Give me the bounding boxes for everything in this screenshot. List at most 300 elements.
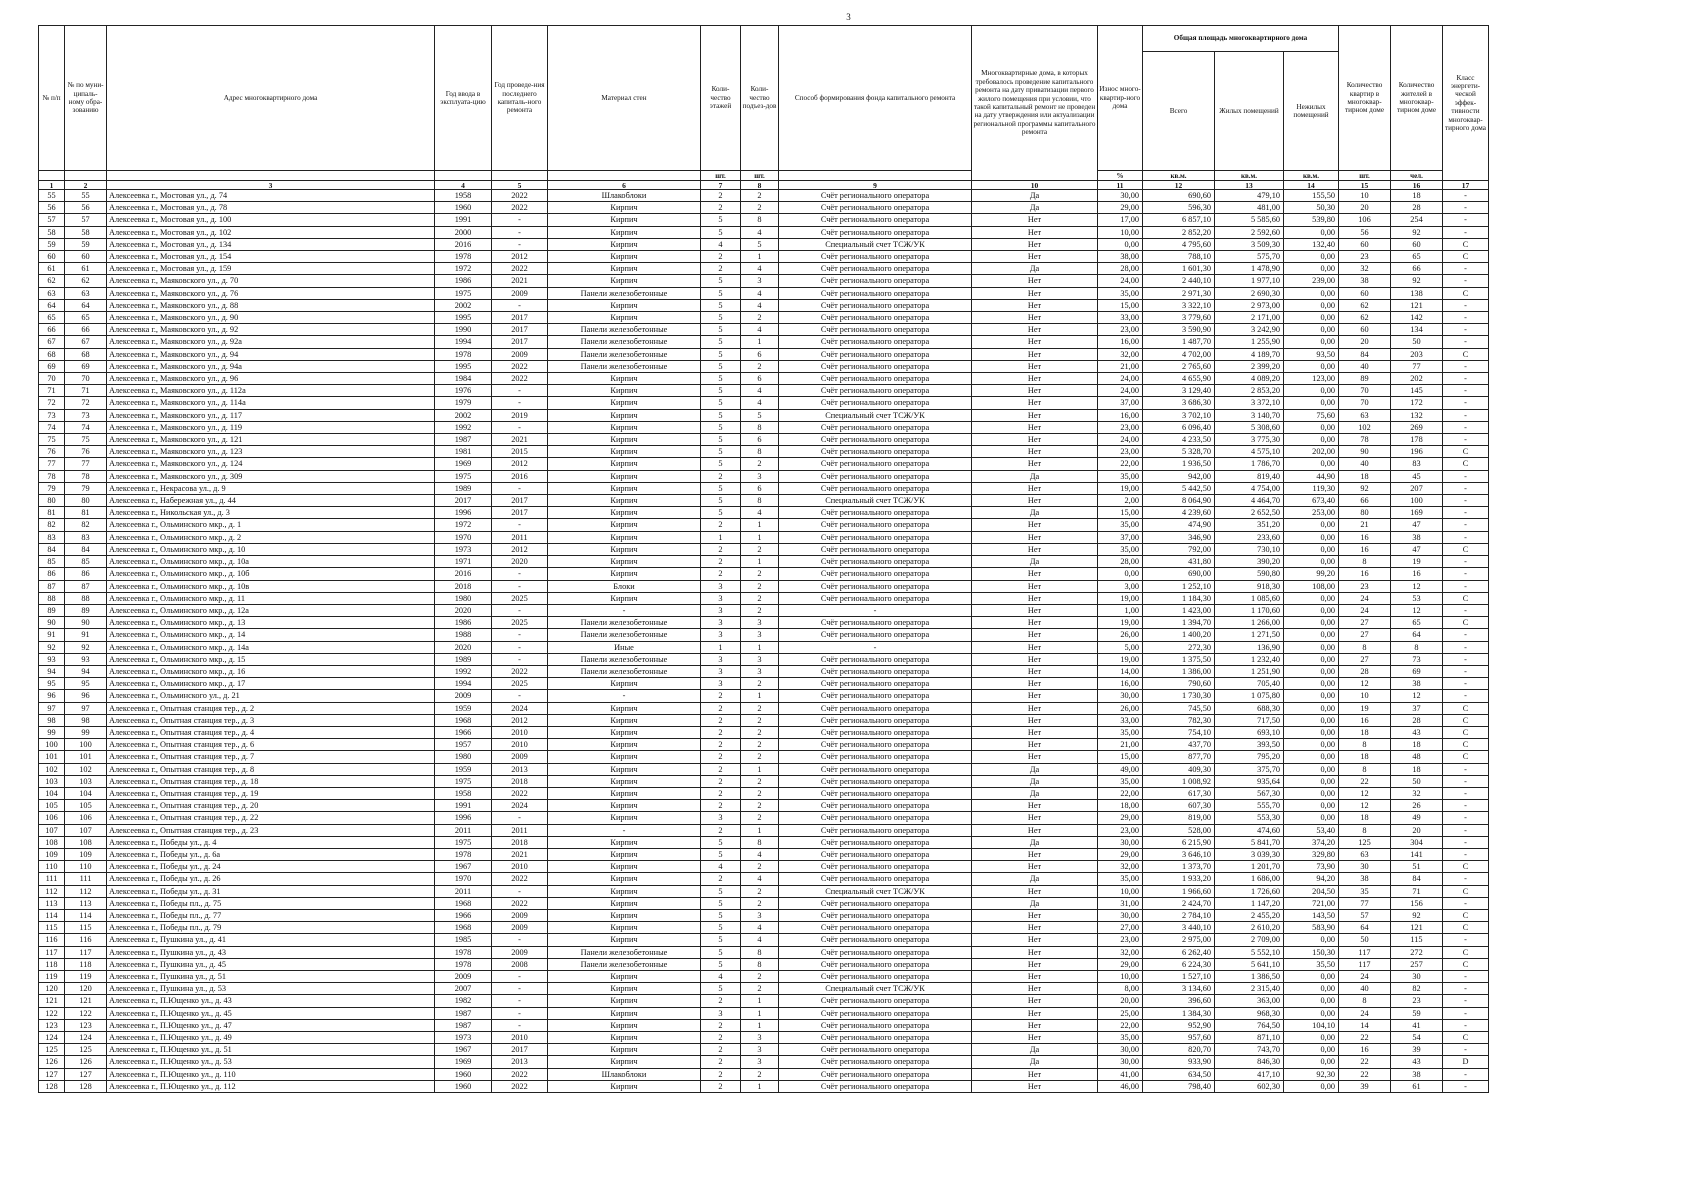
- cell-fund-method: Счёт регионального оператора: [779, 1007, 972, 1019]
- table-row: [39, 397, 1489, 409]
- cell-wall-material: Панели железобетонные: [548, 653, 701, 665]
- cell-entrances: 2: [741, 885, 779, 897]
- cell-floors: 1: [701, 531, 741, 543]
- cell-row-index: 78: [39, 470, 65, 482]
- cell-wall-material: Кирпич: [548, 1044, 701, 1056]
- cell-wall-material: Кирпич: [548, 434, 701, 446]
- cell-nonliving-area: 0,00: [1284, 1032, 1339, 1044]
- cell-nonliving-area: 53,40: [1284, 824, 1339, 836]
- cell-nonliving-area: 0,00: [1284, 812, 1339, 824]
- cell-address: Алексеевка г., Некрасова ул., д. 9: [107, 482, 435, 494]
- cell-wear-percent: 35,00: [1098, 1032, 1143, 1044]
- cell-living-area: 968,30: [1215, 1007, 1284, 1019]
- cell-nonliving-area: 132,40: [1284, 238, 1339, 250]
- cell-wall-material: Панели железобетонные: [548, 946, 701, 958]
- cell-floors: 5: [701, 482, 741, 494]
- cell-year-built: 1995: [435, 312, 492, 324]
- cell-year-repaired: -: [492, 934, 548, 946]
- cell-apartments: 64: [1339, 922, 1391, 934]
- cell-apartments: 80: [1339, 507, 1391, 519]
- cell-municipal-number: 110: [65, 861, 107, 873]
- cell-energy-class: -: [1443, 202, 1489, 214]
- table-row: [39, 641, 1489, 653]
- cell-wear-percent: 32,00: [1098, 348, 1143, 360]
- cell-floors: 5: [701, 409, 741, 421]
- cell-apartments: 22: [1339, 775, 1391, 787]
- cell-wear-percent: 10,00: [1098, 971, 1143, 983]
- cell-repair-required: Да: [972, 787, 1098, 799]
- cell-year-built: 1970: [435, 531, 492, 543]
- cell-wear-percent: 35,00: [1098, 287, 1143, 299]
- cell-floors: 5: [701, 275, 741, 287]
- cell-repair-required: Да: [972, 1044, 1098, 1056]
- cell-repair-required: Нет: [972, 617, 1098, 629]
- cell-year-repaired: -: [492, 299, 548, 311]
- cell-wall-material: Кирпич: [548, 543, 701, 555]
- cell-nonliving-area: 0,00: [1284, 787, 1339, 799]
- cell-year-built: 2002: [435, 299, 492, 311]
- cell-wall-material: Кирпич: [548, 678, 701, 690]
- cell-floors: 5: [701, 495, 741, 507]
- cell-repair-required: Нет: [972, 543, 1098, 555]
- cell-repair-required: Нет: [972, 629, 1098, 641]
- cell-floors: 2: [701, 763, 741, 775]
- cell-municipal-number: 126: [65, 1056, 107, 1068]
- cell-apartments: 18: [1339, 751, 1391, 763]
- header-col-6: Материал стен: [548, 26, 701, 171]
- cell-residents: 49: [1391, 812, 1443, 824]
- cell-energy-class: -: [1443, 995, 1489, 1007]
- cell-energy-class: -: [1443, 226, 1489, 238]
- table-row: [39, 421, 1489, 433]
- cell-floors: 2: [701, 263, 741, 275]
- cell-floors: 5: [701, 324, 741, 336]
- cell-residents: 12: [1391, 690, 1443, 702]
- cell-apartments: 117: [1339, 958, 1391, 970]
- cell-wear-percent: 0,00: [1098, 568, 1143, 580]
- cell-fund-method: Счёт регионального оператора: [779, 1056, 972, 1068]
- cell-row-index: 65: [39, 312, 65, 324]
- cell-energy-class: -: [1443, 983, 1489, 995]
- cell-address: Алексеевка г., П.Ющенко ул., д. 47: [107, 1019, 435, 1031]
- cell-residents: 38: [1391, 1068, 1443, 1080]
- cell-apartments: 84: [1339, 348, 1391, 360]
- cell-repair-required: Нет: [972, 824, 1098, 836]
- cell-year-repaired: -: [492, 519, 548, 531]
- cell-row-index: 91: [39, 629, 65, 641]
- cell-floors: 1: [701, 641, 741, 653]
- cell-total-area: 5 442,50: [1143, 482, 1215, 494]
- cell-fund-method: Счёт регионального оператора: [779, 690, 972, 702]
- cell-year-built: 1991: [435, 800, 492, 812]
- cell-floors: 5: [701, 446, 741, 458]
- cell-energy-class: -: [1443, 336, 1489, 348]
- cell-wear-percent: 21,00: [1098, 360, 1143, 372]
- cell-year-built: 1966: [435, 726, 492, 738]
- cell-total-area: 2 975,00: [1143, 934, 1215, 946]
- cell-municipal-number: 80: [65, 495, 107, 507]
- table-row: [39, 629, 1489, 641]
- cell-living-area: 2 592,60: [1215, 226, 1284, 238]
- cell-wall-material: Кирпич: [548, 751, 701, 763]
- cell-year-repaired: -: [492, 983, 548, 995]
- cell-energy-class: -: [1443, 373, 1489, 385]
- cell-living-area: 3 039,30: [1215, 848, 1284, 860]
- cell-repair-required: Да: [972, 202, 1098, 214]
- cell-fund-method: Счёт регионального оператора: [779, 678, 972, 690]
- cell-residents: 28: [1391, 714, 1443, 726]
- cell-residents: 257: [1391, 958, 1443, 970]
- table-row: [39, 800, 1489, 812]
- cell-wear-percent: 33,00: [1098, 714, 1143, 726]
- cell-row-index: 123: [39, 1019, 65, 1031]
- cell-fund-method: Счёт регионального оператора: [779, 812, 972, 824]
- cell-total-area: 1 386,00: [1143, 665, 1215, 677]
- table-row: [39, 763, 1489, 775]
- cell-wear-percent: 49,00: [1098, 763, 1143, 775]
- cell-residents: 92: [1391, 226, 1443, 238]
- cell-floors: 5: [701, 885, 741, 897]
- cell-repair-required: Да: [972, 190, 1098, 202]
- cell-total-area: 2 424,70: [1143, 897, 1215, 909]
- cell-nonliving-area: 143,50: [1284, 909, 1339, 921]
- cell-living-area: 730,10: [1215, 543, 1284, 555]
- cell-apartments: 24: [1339, 1007, 1391, 1019]
- cell-wall-material: Кирпич: [548, 995, 701, 1007]
- cell-year-repaired: 2018: [492, 775, 548, 787]
- cell-wear-percent: 8,00: [1098, 983, 1143, 995]
- cell-nonliving-area: 73,90: [1284, 861, 1339, 873]
- cell-row-index: 128: [39, 1080, 65, 1092]
- cell-entrances: 4: [741, 873, 779, 885]
- cell-repair-required: Нет: [972, 604, 1098, 616]
- cell-municipal-number: 77: [65, 458, 107, 470]
- cell-municipal-number: 109: [65, 848, 107, 860]
- cell-energy-class: C: [1443, 714, 1489, 726]
- cell-wear-percent: 21,00: [1098, 739, 1143, 751]
- cell-year-built: 1980: [435, 592, 492, 604]
- cell-total-area: 409,30: [1143, 763, 1215, 775]
- cell-row-index: 87: [39, 580, 65, 592]
- cell-living-area: 481,00: [1215, 202, 1284, 214]
- cell-nonliving-area: 0,00: [1284, 324, 1339, 336]
- cell-year-repaired: 2017: [492, 324, 548, 336]
- cell-fund-method: Счёт регионального оператора: [779, 922, 972, 934]
- cell-total-area: 3 646,10: [1143, 848, 1215, 860]
- table-row: [39, 934, 1489, 946]
- cell-energy-class: C: [1443, 458, 1489, 470]
- cell-address: Алексеевка г., Маяковского ул., д. 124: [107, 458, 435, 470]
- cell-living-area: 5 308,60: [1215, 421, 1284, 433]
- cell-address: Алексеевка г., Маяковского ул., д. 76: [107, 287, 435, 299]
- cell-address: Алексеевка г., Победы ул., д. 26: [107, 873, 435, 885]
- cell-living-area: 1 266,00: [1215, 617, 1284, 629]
- table-row: [39, 1032, 1489, 1044]
- cell-energy-class: -: [1443, 775, 1489, 787]
- cell-residents: 48: [1391, 751, 1443, 763]
- cell-entrances: 6: [741, 373, 779, 385]
- cell-residents: 121: [1391, 922, 1443, 934]
- header-col-5: Год проведе-ния последнего капиталь-ного ремонта: [492, 26, 548, 171]
- cell-year-repaired: -: [492, 1007, 548, 1019]
- cell-repair-required: Нет: [972, 665, 1098, 677]
- cell-year-repaired: 2017: [492, 1044, 548, 1056]
- cell-nonliving-area: 155,50: [1284, 190, 1339, 202]
- cell-fund-method: Счёт регионального оператора: [779, 763, 972, 775]
- cell-municipal-number: 113: [65, 897, 107, 909]
- cell-row-index: 95: [39, 678, 65, 690]
- cell-municipal-number: 99: [65, 726, 107, 738]
- cell-entrances: 4: [741, 226, 779, 238]
- cell-nonliving-area: 44,90: [1284, 470, 1339, 482]
- cell-entrances: 3: [741, 1032, 779, 1044]
- cell-wall-material: Кирпич: [548, 897, 701, 909]
- cell-year-built: 1967: [435, 861, 492, 873]
- cell-repair-required: Нет: [972, 385, 1098, 397]
- cell-row-index: 73: [39, 409, 65, 421]
- cell-residents: 20: [1391, 824, 1443, 836]
- cell-apartments: 27: [1339, 617, 1391, 629]
- cell-fund-method: Счёт регионального оператора: [779, 1044, 972, 1056]
- cell-year-repaired: 2013: [492, 763, 548, 775]
- cell-floors: 5: [701, 836, 741, 848]
- cell-year-built: 1958: [435, 787, 492, 799]
- cell-municipal-number: 58: [65, 226, 107, 238]
- cell-floors: 5: [701, 348, 741, 360]
- cell-residents: 38: [1391, 531, 1443, 543]
- table-row: [39, 861, 1489, 873]
- cell-residents: 145: [1391, 385, 1443, 397]
- cell-wall-material: Блоки: [548, 580, 701, 592]
- cell-apartments: 90: [1339, 446, 1391, 458]
- cell-year-repaired: 2015: [492, 446, 548, 458]
- cell-address: Алексеевка г., П.Ющенко ул., д. 51: [107, 1044, 435, 1056]
- cell-total-area: 3 686,30: [1143, 397, 1215, 409]
- cell-address: Алексеевка г., Опытная станция тер., д. 18: [107, 775, 435, 787]
- cell-address: Алексеевка г., Ольминского мкр., д. 14: [107, 629, 435, 641]
- cell-year-built: 2002: [435, 409, 492, 421]
- table-row: [39, 568, 1489, 580]
- cell-year-repaired: 2009: [492, 909, 548, 921]
- cell-living-area: 693,10: [1215, 726, 1284, 738]
- table-row: [39, 726, 1489, 738]
- cell-year-repaired: -: [492, 568, 548, 580]
- cell-residents: 202: [1391, 373, 1443, 385]
- cell-wall-material: Кирпич: [548, 763, 701, 775]
- cell-total-area: 1 936,50: [1143, 458, 1215, 470]
- cell-total-area: 1 373,70: [1143, 861, 1215, 873]
- table-row: [39, 226, 1489, 238]
- cell-fund-method: Счёт регионального оператора: [779, 897, 972, 909]
- cell-wall-material: Кирпич: [548, 214, 701, 226]
- cell-address: Алексеевка г., Победы ул., д. 24: [107, 861, 435, 873]
- cell-floors: 2: [701, 556, 741, 568]
- cell-living-area: 1 271,50: [1215, 629, 1284, 641]
- cell-year-built: 1973: [435, 543, 492, 555]
- cell-residents: 50: [1391, 336, 1443, 348]
- cell-wear-percent: 33,00: [1098, 312, 1143, 324]
- cell-total-area: 1 375,50: [1143, 653, 1215, 665]
- cell-entrances: 3: [741, 1044, 779, 1056]
- cell-residents: 43: [1391, 1056, 1443, 1068]
- cell-wall-material: Панели железобетонные: [548, 348, 701, 360]
- table-row: [39, 751, 1489, 763]
- cell-entrances: 2: [741, 897, 779, 909]
- cell-year-built: 1987: [435, 1019, 492, 1031]
- cell-residents: 77: [1391, 360, 1443, 372]
- cell-fund-method: Счёт регионального оператора: [779, 958, 972, 970]
- cell-entrances: 2: [741, 800, 779, 812]
- cell-total-area: 790,60: [1143, 678, 1215, 690]
- cell-row-index: 116: [39, 934, 65, 946]
- cell-fund-method: Счёт регионального оператора: [779, 592, 972, 604]
- cell-apartments: 22: [1339, 1056, 1391, 1068]
- cell-floors: 5: [701, 360, 741, 372]
- cell-row-index: 74: [39, 421, 65, 433]
- cell-energy-class: -: [1443, 470, 1489, 482]
- cell-year-repaired: 2010: [492, 1032, 548, 1044]
- cell-wear-percent: 35,00: [1098, 775, 1143, 787]
- cell-energy-class: -: [1443, 275, 1489, 287]
- cell-row-index: 58: [39, 226, 65, 238]
- column-number: 9: [779, 181, 972, 190]
- cell-energy-class: C: [1443, 446, 1489, 458]
- cell-living-area: 3 140,70: [1215, 409, 1284, 421]
- cell-living-area: 1 170,60: [1215, 604, 1284, 616]
- cell-nonliving-area: 0,00: [1284, 385, 1339, 397]
- cell-municipal-number: 92: [65, 641, 107, 653]
- cell-residents: 47: [1391, 519, 1443, 531]
- table-row: [39, 812, 1489, 824]
- cell-nonliving-area: 0,00: [1284, 458, 1339, 470]
- cell-year-repaired: 2022: [492, 873, 548, 885]
- cell-energy-class: -: [1443, 324, 1489, 336]
- cell-residents: 178: [1391, 434, 1443, 446]
- cell-apartments: 16: [1339, 1044, 1391, 1056]
- table-row: [39, 519, 1489, 531]
- cell-energy-class: -: [1443, 641, 1489, 653]
- cell-residents: 65: [1391, 617, 1443, 629]
- cell-municipal-number: 127: [65, 1068, 107, 1080]
- cell-year-built: 2011: [435, 824, 492, 836]
- cell-energy-class: C: [1443, 922, 1489, 934]
- cell-repair-required: Нет: [972, 690, 1098, 702]
- cell-row-index: 83: [39, 531, 65, 543]
- cell-year-built: 1978: [435, 251, 492, 263]
- cell-floors: 5: [701, 922, 741, 934]
- cell-floors: 2: [701, 751, 741, 763]
- cell-living-area: 1 085,60: [1215, 592, 1284, 604]
- cell-living-area: 3 372,10: [1215, 397, 1284, 409]
- cell-municipal-number: 68: [65, 348, 107, 360]
- cell-energy-class: -: [1443, 214, 1489, 226]
- cell-wall-material: Кирпич: [548, 873, 701, 885]
- cell-row-index: 118: [39, 958, 65, 970]
- cell-wall-material: Кирпич: [548, 909, 701, 921]
- cell-fund-method: Счёт регионального оператора: [779, 373, 972, 385]
- cell-repair-required: Нет: [972, 531, 1098, 543]
- cell-row-index: 97: [39, 702, 65, 714]
- cell-wall-material: Кирпич: [548, 836, 701, 848]
- cell-energy-class: C: [1443, 617, 1489, 629]
- cell-apartments: 57: [1339, 909, 1391, 921]
- cell-nonliving-area: 374,20: [1284, 836, 1339, 848]
- cell-floors: 5: [701, 312, 741, 324]
- cell-apartments: 106: [1339, 214, 1391, 226]
- cell-wall-material: Кирпич: [548, 983, 701, 995]
- cell-municipal-number: 82: [65, 519, 107, 531]
- cell-residents: 269: [1391, 421, 1443, 433]
- cell-entrances: 2: [741, 714, 779, 726]
- cell-energy-class: -: [1443, 1019, 1489, 1031]
- cell-wall-material: Кирпич: [548, 275, 701, 287]
- cell-repair-required: Нет: [972, 739, 1098, 751]
- cell-residents: 203: [1391, 348, 1443, 360]
- cell-living-area: 1 255,90: [1215, 336, 1284, 348]
- cell-entrances: 4: [741, 507, 779, 519]
- cell-fund-method: Счёт регионального оператора: [779, 775, 972, 787]
- cell-floors: 2: [701, 824, 741, 836]
- cell-energy-class: -: [1443, 678, 1489, 690]
- cell-address: Алексеевка г., Никольская ул., д. 3: [107, 507, 435, 519]
- cell-wall-material: Панели железобетонные: [548, 665, 701, 677]
- cell-energy-class: -: [1443, 409, 1489, 421]
- cell-fund-method: Счёт регионального оператора: [779, 263, 972, 275]
- cell-row-index: 119: [39, 971, 65, 983]
- cell-apartments: 70: [1339, 397, 1391, 409]
- cell-entrances: 2: [741, 190, 779, 202]
- cell-entrances: 1: [741, 531, 779, 543]
- cell-energy-class: -: [1443, 312, 1489, 324]
- cell-wall-material: Кирпич: [548, 739, 701, 751]
- cell-apartments: 14: [1339, 1019, 1391, 1031]
- cell-nonliving-area: 0,00: [1284, 1007, 1339, 1019]
- cell-municipal-number: 95: [65, 678, 107, 690]
- cell-fund-method: Счёт регионального оператора: [779, 800, 972, 812]
- cell-entrances: 5: [741, 238, 779, 250]
- cell-fund-method: Счёт регионального оператора: [779, 324, 972, 336]
- cell-fund-method: Счёт регионального оператора: [779, 348, 972, 360]
- cell-year-repaired: 2017: [492, 507, 548, 519]
- cell-living-area: 3 509,30: [1215, 238, 1284, 250]
- cell-floors: 2: [701, 1044, 741, 1056]
- cell-nonliving-area: 253,00: [1284, 507, 1339, 519]
- cell-residents: 92: [1391, 909, 1443, 921]
- cell-year-repaired: 2019: [492, 409, 548, 421]
- cell-entrances: 3: [741, 909, 779, 921]
- cell-floors: 2: [701, 202, 741, 214]
- cell-fund-method: Счёт регионального оператора: [779, 971, 972, 983]
- cell-living-area: 1 075,80: [1215, 690, 1284, 702]
- cell-wear-percent: 19,00: [1098, 617, 1143, 629]
- page-number: 3: [846, 12, 851, 22]
- cell-wear-percent: 15,00: [1098, 507, 1143, 519]
- cell-entrances: 6: [741, 348, 779, 360]
- table-row: [39, 556, 1489, 568]
- cell-nonliving-area: 0,00: [1284, 434, 1339, 446]
- cell-total-area: 1 394,70: [1143, 617, 1215, 629]
- cell-wear-percent: 10,00: [1098, 226, 1143, 238]
- cell-apartments: 63: [1339, 409, 1391, 421]
- cell-fund-method: Счёт регионального оператора: [779, 446, 972, 458]
- cell-apartments: 23: [1339, 251, 1391, 263]
- table-row: [39, 531, 1489, 543]
- cell-municipal-number: 117: [65, 946, 107, 958]
- cell-floors: 2: [701, 1032, 741, 1044]
- cell-municipal-number: 69: [65, 360, 107, 372]
- cell-year-repaired: 2024: [492, 702, 548, 714]
- cell-living-area: 1 232,40: [1215, 653, 1284, 665]
